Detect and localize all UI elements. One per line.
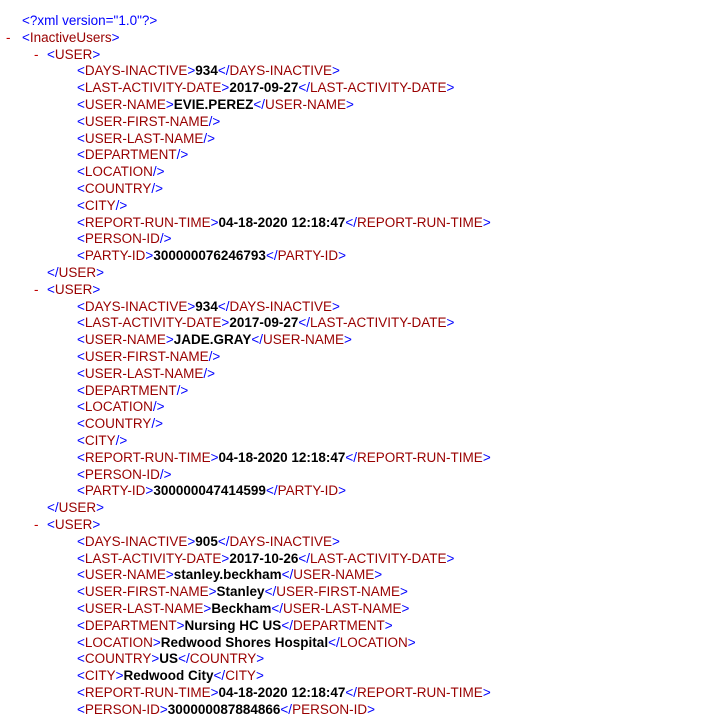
root-open-bracket: > (111, 29, 120, 45)
user-1-last-activity-date-open-bracket: > (221, 80, 230, 96)
user-2-user-name-open-bracket: > (165, 332, 174, 348)
user-2-last-activity-date-value: 2017-09-27 (229, 315, 299, 331)
user-2-days-inactive-value: 934 (195, 298, 218, 314)
user-2-country-bracket: /> (151, 416, 164, 432)
user-3-department (0, 617, 393, 634)
user-2-user-last-name-tag-name: USER-LAST-NAME (84, 365, 204, 381)
user-2-department-tag-name: DEPARTMENT (84, 382, 177, 398)
user-2-person-id (0, 466, 172, 483)
user-1-user-name-close-bracket: > (345, 97, 354, 112)
user-3-person-id-open-tag-name: PERSON-ID (84, 701, 160, 717)
user-1-location-tag-name: LOCATION (84, 164, 153, 180)
user-3-person-id-open-bracket: > (159, 701, 168, 717)
user-1-party-id-close-bracket: > (338, 248, 346, 264)
root-open-tag-name: InactiveUsers (29, 29, 112, 45)
user-3-user-first-name (0, 583, 408, 600)
user-2-report-run-time-close-bracket: > (482, 449, 491, 465)
user-1-city-bracket: /> (115, 197, 128, 213)
user-2-last-activity-date-open-bracket: < (77, 315, 85, 331)
user-2-days-inactive-close-bracket: > (331, 298, 340, 314)
user-1-user-name-close-bracket: </ (253, 97, 265, 112)
user-3-last-activity-date-open-bracket: < (77, 550, 85, 566)
user-3-user-name-open-bracket: < (77, 567, 85, 583)
user-1-last-activity-date-close-tag-name: LAST-ACTIVITY-DATE (310, 80, 447, 96)
user-1-last-activity-date-open-bracket: < (77, 80, 85, 96)
user-3-report-run-time-open-tag-name: REPORT-RUN-TIME (84, 685, 211, 700)
user-3-report-run-time-close-tag-name: REPORT-RUN-TIME (357, 685, 483, 700)
user-2-report-run-time-close-tag-name: REPORT-RUN-TIME (357, 449, 483, 465)
user-2-country-bracket: < (77, 416, 85, 432)
user-1-person-id-bracket: < (77, 231, 85, 247)
user-1-country-tag-name: COUNTRY (84, 181, 152, 196)
user-1-party-id-close-bracket: </ (265, 248, 278, 264)
user-3-user-last-name-close-tag-name: USER-LAST-NAME (283, 601, 402, 616)
user-1-open-tag-name: USER (54, 46, 93, 62)
user-2-days-inactive-close-tag-name: DAYS-INACTIVE (229, 298, 332, 314)
user-3-country-close-bracket: > (256, 651, 265, 667)
user-1-person-id-tag-name: PERSON-ID (84, 231, 160, 247)
user-2-party-id (0, 482, 346, 499)
user-1-close-bracket: > (96, 265, 105, 280)
user-3-location-open-tag-name: LOCATION (84, 634, 153, 650)
user-2-party-id-close-tag-name: PARTY-ID (277, 483, 339, 499)
user-2-location (0, 398, 165, 415)
user-2-report-run-time (0, 449, 491, 466)
user-1-user-name-open-bracket: > (165, 97, 174, 112)
user-2-last-activity-date-open-tag-name: LAST-ACTIVITY-DATE (84, 315, 222, 331)
user-2-report-run-time-open-bracket: > (210, 449, 219, 465)
user-3-department-value: Nursing HC US (184, 617, 282, 633)
user-1-party-id-open-bracket: < (77, 248, 85, 264)
user-1-department-tag-name: DEPARTMENT (84, 147, 177, 163)
user-1-last-activity-date-open-tag-name: LAST-ACTIVITY-DATE (84, 80, 222, 96)
user-2-days-inactive-open-bracket: < (77, 298, 85, 314)
user-1-days-inactive (0, 62, 340, 79)
user-1-report-run-time-open-bracket: < (77, 214, 85, 230)
user-2-user-last-name-bracket: < (77, 365, 85, 381)
user-3-last-activity-date-open-tag-name: LAST-ACTIVITY-DATE (84, 550, 222, 566)
user-2-open-line (0, 281, 100, 298)
user-2-user-name-close-bracket: </ (251, 332, 263, 348)
user-1-last-activity-date (0, 79, 454, 96)
user-3-days-inactive-close-bracket: </ (217, 533, 230, 549)
user-3-user-last-name-close-bracket: </ (271, 601, 283, 616)
user-3-open-tag-name: USER (54, 517, 93, 532)
xml-declaration-text: <?xml version="1.0"?> (22, 13, 158, 28)
user-3-report-run-time (0, 684, 491, 701)
user-3-open-bracket: < (47, 517, 55, 532)
user-1-city-bracket: < (77, 197, 85, 213)
user-1-collapse-toggle[interactable]: - (34, 46, 39, 62)
user-3-days-inactive-open-bracket: < (77, 533, 85, 549)
user-2-report-run-time-open-bracket: < (77, 449, 85, 465)
user-3-department-open-bracket: > (176, 617, 185, 633)
user-2-party-id-close-bracket: </ (265, 483, 278, 499)
user-1-party-id (0, 247, 346, 264)
user-1-report-run-time-close-bracket: </ (345, 214, 358, 230)
user-3-country-open-bracket: > (151, 651, 160, 667)
user-2-user-name-open-tag-name: USER-NAME (84, 332, 166, 348)
user-3-days-inactive-close-bracket: > (331, 533, 340, 549)
user-1-department-bracket: /> (176, 147, 189, 163)
user-3-user-name-close-bracket: </ (281, 567, 294, 583)
user-3-person-id-close-bracket: > (367, 701, 375, 717)
user-2-location-bracket: /> (152, 399, 165, 415)
user-1-user-first-name-bracket: < (77, 113, 85, 129)
user-1-report-run-time-open-tag-name: REPORT-RUN-TIME (84, 214, 211, 230)
user-2-city-bracket: /> (115, 433, 128, 448)
user-3-city (0, 667, 264, 684)
user-3-report-run-time-close-bracket: </ (345, 685, 358, 700)
user-3-user-last-name-value: Beckham (211, 601, 272, 616)
user-2-user-first-name-tag-name: USER-FIRST-NAME (84, 349, 209, 364)
user-3-city-open-bracket: > (115, 668, 124, 684)
user-1-user-first-name-bracket: /> (208, 113, 221, 129)
user-3-user-name-open-tag-name: USER-NAME (84, 567, 166, 583)
user-1-report-run-time-close-bracket: > (482, 214, 491, 230)
user-1-user-first-name (0, 113, 220, 130)
user-1-last-activity-date-close-bracket: > (446, 80, 455, 96)
user-3-user-last-name-open-tag-name: USER-LAST-NAME (84, 601, 204, 616)
user-3-person-id-close-tag-name: PERSON-ID (292, 701, 368, 717)
user-2-user-first-name (0, 348, 220, 365)
user-1-days-inactive-value: 934 (195, 63, 218, 79)
root-open-bracket: < (22, 29, 30, 45)
user-2-party-id-open-tag-name: PARTY-ID (84, 483, 146, 499)
user-3-city-close-tag-name: CITY (225, 668, 256, 684)
user-3-user-name-value: stanley.beckham (173, 567, 282, 583)
user-3-open-bracket: > (92, 517, 101, 532)
user-2-close-bracket: > (96, 500, 105, 516)
user-3-city-value: Redwood City (123, 668, 214, 684)
user-2-last-activity-date-open-bracket: > (221, 315, 230, 331)
user-3-location-close-bracket: > (407, 634, 416, 650)
user-3-department-close-bracket: > (384, 617, 393, 633)
user-1-user-last-name (0, 130, 215, 147)
user-3-user-first-name-open-bracket: > (208, 584, 217, 600)
user-1-close-line (0, 264, 104, 281)
user-3-city-open-tag-name: CITY (84, 668, 116, 684)
user-3-report-run-time-open-bracket: > (210, 685, 219, 700)
user-1-country-bracket: /> (151, 181, 164, 196)
user-3-days-inactive-open-tag-name: DAYS-INACTIVE (84, 533, 188, 549)
user-3-user-name (0, 566, 382, 583)
user-1-city (0, 197, 127, 214)
user-1-last-activity-date-close-bracket: </ (298, 80, 311, 96)
user-3-user-first-name-value: Stanley (216, 584, 265, 600)
user-2-country-tag-name: COUNTRY (84, 416, 152, 432)
user-2-user-first-name-bracket: < (77, 349, 85, 364)
user-3-city-close-bracket: </ (213, 668, 226, 684)
user-2-user-last-name-bracket: /> (203, 365, 216, 381)
xml-declaration (0, 12, 157, 29)
user-1-location-bracket: /> (152, 164, 165, 180)
user-2-user-last-name (0, 365, 215, 382)
user-2-party-id-value: 300000047414599 (153, 483, 266, 499)
user-2-city (0, 432, 127, 449)
user-3-user-last-name-close-bracket: > (401, 601, 410, 616)
user-3-user-last-name-open-bracket: > (203, 601, 212, 616)
user-1-department (0, 146, 188, 163)
user-2-city-tag-name: CITY (84, 433, 116, 448)
user-3-user-last-name (0, 600, 409, 617)
user-2-country (0, 415, 163, 432)
user-1-report-run-time-close-tag-name: REPORT-RUN-TIME (357, 214, 483, 230)
user-2-close-bracket: </ (47, 500, 59, 516)
user-2-city-bracket: < (77, 433, 85, 448)
user-3-report-run-time-open-bracket: < (77, 685, 85, 700)
user-1-user-name (0, 96, 354, 113)
root-open-line (0, 29, 120, 46)
user-1-close-bracket: </ (47, 265, 59, 280)
user-1-close-tag-name: USER (58, 265, 97, 280)
user-2-user-name (0, 331, 352, 348)
user-2-user-first-name-bracket: /> (208, 349, 221, 364)
user-3-location-open-bracket: > (152, 634, 161, 650)
user-3-country-close-tag-name: COUNTRY (189, 651, 257, 667)
user-2-user-name-close-bracket: > (343, 332, 352, 348)
user-1-report-run-time-value: 04-18-2020 12:18:47 (218, 214, 346, 230)
user-1-days-inactive-close-bracket: > (331, 63, 340, 79)
user-1-user-last-name-bracket: /> (203, 130, 216, 146)
user-2-user-name-value: JADE.GRAY (173, 332, 252, 348)
user-1-open-bracket: < (47, 46, 55, 62)
user-3-country-open-bracket: < (77, 651, 85, 667)
user-3-report-run-time-value: 04-18-2020 12:18:47 (218, 685, 346, 700)
user-1-open-bracket: > (92, 46, 101, 62)
user-1-country-bracket: < (77, 181, 85, 196)
user-3-department-open-bracket: < (77, 617, 85, 633)
user-2-report-run-time-close-bracket: </ (345, 449, 358, 465)
user-2-department (0, 382, 188, 399)
user-3-last-activity-date-open-bracket: > (221, 550, 230, 566)
user-3-location-open-bracket: < (77, 634, 85, 650)
user-3-last-activity-date-close-bracket: </ (298, 550, 311, 566)
user-1-location (0, 163, 165, 180)
user-3-report-run-time-close-bracket: > (482, 685, 491, 700)
user-1-days-inactive-open-bracket: > (187, 63, 196, 79)
user-3-country-value: US (159, 651, 179, 667)
user-3-user-first-name-close-bracket: </ (264, 584, 277, 600)
user-2-close-tag-name: USER (58, 500, 97, 516)
user-1-party-id-open-tag-name: PARTY-ID (84, 248, 146, 264)
user-3-last-activity-date-close-bracket: > (446, 550, 455, 566)
user-1-city-tag-name: CITY (84, 197, 116, 213)
user-3-user-first-name-close-tag-name: USER-FIRST-NAME (276, 584, 400, 600)
user-1-report-run-time (0, 214, 491, 231)
user-2-last-activity-date-close-tag-name: LAST-ACTIVITY-DATE (310, 315, 447, 331)
user-1-open-line (0, 46, 100, 63)
user-3-country-close-bracket: </ (178, 651, 190, 667)
user-2-last-activity-date (0, 314, 454, 331)
user-1-days-inactive-open-bracket: < (77, 63, 85, 79)
user-2-department-bracket: < (77, 382, 85, 398)
user-2-open-bracket: < (47, 281, 55, 297)
user-3-location-value: Redwood Shores Hospital (160, 634, 329, 650)
user-1-user-name-value: EVIE.PEREZ (173, 97, 254, 112)
user-1-user-name-close-tag-name: USER-NAME (264, 97, 346, 112)
user-1-report-run-time-open-bracket: > (210, 214, 219, 230)
user-2-person-id-bracket: < (77, 466, 85, 482)
user-3-person-id-open-bracket: < (77, 701, 85, 717)
user-3-user-name-open-bracket: > (165, 567, 174, 583)
user-1-party-id-close-tag-name: PARTY-ID (277, 248, 339, 264)
user-1-user-last-name-bracket: < (77, 130, 85, 146)
user-3-city-open-bracket: < (77, 668, 85, 684)
user-1-days-inactive-close-tag-name: DAYS-INACTIVE (229, 63, 332, 79)
user-3-last-activity-date-close-tag-name: LAST-ACTIVITY-DATE (310, 550, 447, 566)
user-3-city-close-bracket: > (255, 668, 264, 684)
user-3-days-inactive-open-bracket: > (187, 533, 196, 549)
user-3-days-inactive (0, 533, 340, 550)
user-3-days-inactive-value: 905 (195, 533, 218, 549)
user-3-department-close-tag-name: DEPARTMENT (292, 617, 385, 633)
user-3-user-name-close-bracket: > (374, 567, 383, 583)
user-3-country (0, 650, 264, 667)
user-1-user-first-name-tag-name: USER-FIRST-NAME (84, 113, 209, 129)
user-3-days-inactive-close-tag-name: DAYS-INACTIVE (229, 533, 332, 549)
user-2-party-id-open-bracket: < (77, 483, 85, 499)
user-2-report-run-time-open-tag-name: REPORT-RUN-TIME (84, 449, 211, 465)
user-2-person-id-bracket: /> (159, 466, 172, 482)
user-1-last-activity-date-value: 2017-09-27 (229, 80, 299, 96)
user-1-days-inactive-close-bracket: </ (217, 63, 230, 79)
user-3-location-close-tag-name: LOCATION (339, 634, 408, 650)
user-2-party-id-open-bracket: > (145, 483, 154, 499)
user-3-person-id (0, 701, 375, 718)
user-3-user-first-name-open-bracket: < (77, 584, 85, 600)
user-1-location-bracket: < (77, 164, 85, 180)
user-1-party-id-value: 300000076246793 (153, 248, 266, 264)
user-3-department-open-tag-name: DEPARTMENT (84, 617, 177, 633)
user-2-report-run-time-value: 04-18-2020 12:18:47 (218, 449, 346, 465)
user-3-user-first-name-close-bracket: > (399, 584, 408, 600)
user-3-location (0, 634, 416, 651)
user-3-last-activity-date (0, 550, 454, 567)
user-3-last-activity-date-value: 2017-10-26 (229, 550, 299, 566)
user-1-user-last-name-tag-name: USER-LAST-NAME (84, 130, 204, 146)
user-2-person-id-tag-name: PERSON-ID (84, 466, 160, 482)
user-2-last-activity-date-close-bracket: </ (298, 315, 311, 331)
user-1-days-inactive-open-tag-name: DAYS-INACTIVE (84, 63, 188, 79)
user-2-department-bracket: /> (176, 382, 189, 398)
user-3-user-name-close-tag-name: USER-NAME (293, 567, 375, 583)
user-3-person-id-close-bracket: </ (280, 701, 293, 717)
user-3-user-last-name-open-bracket: < (77, 601, 85, 616)
user-2-location-bracket: < (77, 399, 85, 415)
user-1-user-name-open-tag-name: USER-NAME (84, 97, 166, 112)
user-2-open-tag-name: USER (54, 281, 93, 297)
user-2-days-inactive (0, 298, 340, 315)
user-1-person-id-bracket: /> (159, 231, 172, 247)
user-1-person-id (0, 230, 172, 247)
user-3-open-line (0, 516, 100, 533)
user-3-location-close-bracket: </ (328, 634, 340, 650)
user-1-department-bracket: < (77, 147, 85, 163)
user-2-collapse-toggle[interactable]: - (34, 281, 39, 297)
root-collapse-toggle[interactable]: - (6, 29, 11, 45)
user-3-person-id-value: 300000087884866 (167, 701, 281, 717)
user-2-last-activity-date-close-bracket: > (446, 315, 455, 331)
user-2-days-inactive-close-bracket: </ (217, 298, 230, 314)
user-2-user-name-close-tag-name: USER-NAME (262, 332, 344, 348)
user-2-days-inactive-open-tag-name: DAYS-INACTIVE (84, 298, 188, 314)
user-3-user-first-name-open-tag-name: USER-FIRST-NAME (84, 584, 209, 600)
user-1-party-id-open-bracket: > (145, 248, 154, 264)
user-1-user-name-open-bracket: < (77, 97, 85, 112)
user-3-department-close-bracket: </ (281, 617, 293, 633)
user-2-location-tag-name: LOCATION (84, 399, 153, 415)
user-2-close-line (0, 499, 104, 516)
user-3-country-open-tag-name: COUNTRY (84, 651, 152, 667)
user-2-party-id-close-bracket: > (338, 483, 346, 499)
user-1-country (0, 180, 163, 197)
user-2-open-bracket: > (92, 281, 101, 297)
user-2-days-inactive-open-bracket: > (187, 298, 196, 314)
user-2-user-name-open-bracket: < (77, 332, 85, 348)
user-3-collapse-toggle[interactable]: - (34, 517, 39, 532)
